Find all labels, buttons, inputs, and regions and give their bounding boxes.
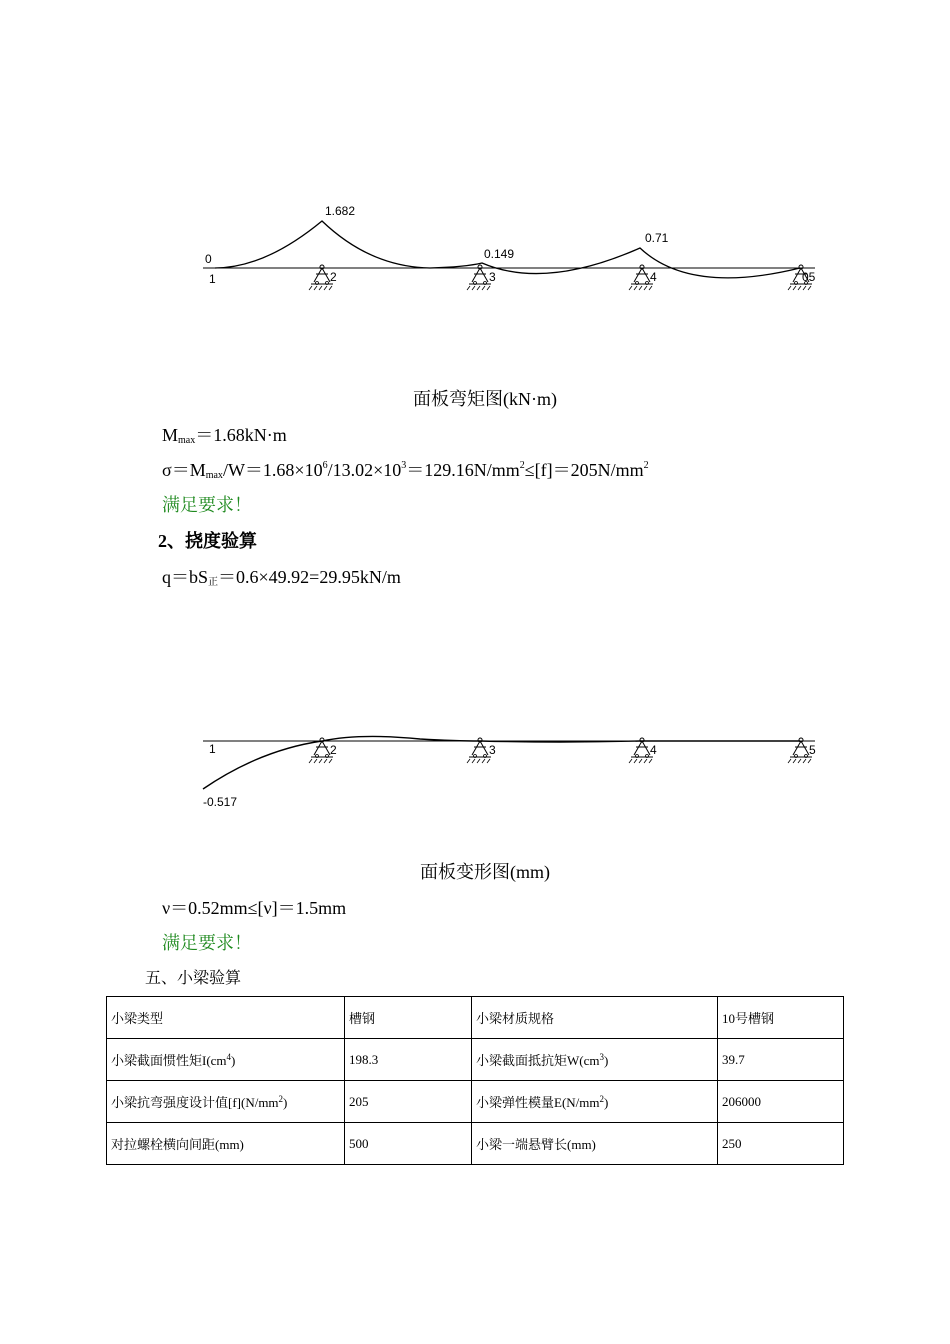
cell-text: 小梁抗弯强度设计值[f](N/mm (111, 1095, 279, 1110)
moment-label-left: 0 (205, 252, 212, 266)
sigma-sub: max (205, 470, 223, 481)
moment-label-peak2: 0.149 (484, 247, 515, 261)
sigma-mid4: ≤[f]＝205N/mm (524, 460, 644, 480)
q-rest: ＝0.6×49.92=29.95kN/m (218, 567, 401, 587)
moment-node-2: 2 (330, 270, 337, 284)
table-cell: 槽钢 (345, 997, 472, 1039)
moment-diagram (0, 195, 950, 310)
moment-caption: 面板弯矩图(kN·m) (413, 389, 557, 409)
sigma-exp1: 6 (322, 460, 328, 471)
mmax-symbol: M (162, 425, 179, 445)
q-line (162, 563, 401, 589)
mmax-line (162, 421, 287, 447)
moment-label-peak1: 1.682 (325, 204, 356, 218)
moment-node-3: 3 (489, 270, 496, 284)
cell-sup: 3 (599, 1052, 604, 1062)
table-cell: 206000 (718, 1081, 844, 1123)
cell-text-end: ) (603, 1053, 609, 1068)
ok-text-1: 满足要求！ (162, 495, 252, 515)
sigma-mid2: /13.02×10 (327, 460, 402, 480)
ok-text-2: 满足要求！ (162, 933, 252, 953)
table-cell: 小梁材质规格 (472, 997, 718, 1039)
cell-text: 小梁截面惯性矩I(cm (111, 1053, 227, 1068)
table-cell: 10号槽钢 (718, 997, 844, 1039)
sigma-exp3: 2 (519, 460, 525, 471)
table-cell: 198.3 (345, 1039, 472, 1081)
cell-sup: 2 (278, 1094, 284, 1104)
moment-node-4: 4 (650, 270, 657, 284)
beam-properties-table (106, 996, 844, 1165)
cell-sup: 2 (599, 1094, 604, 1104)
cell-text-end: ) (604, 1095, 609, 1110)
table-cell: 39.7 (718, 1039, 844, 1081)
def-node-2: 2 (330, 743, 337, 757)
sigma-line (162, 456, 649, 482)
sigma-prefix: σ＝M (162, 460, 206, 480)
cell-text: 小梁截面抵抗矩W(cm (476, 1053, 600, 1068)
nu-line: ν＝0.52mm≤[ν]＝1.5mm (162, 898, 347, 918)
def-node-5: 5 (809, 743, 816, 757)
def-node-4: 4 (650, 743, 657, 757)
def-min-label: -0.517 (203, 795, 238, 809)
sigma-mid1: /W＝1.68×10 (222, 460, 323, 480)
table-cell (472, 1081, 718, 1123)
sigma-exp4: 2 (643, 460, 649, 471)
def-node-3: 3 (489, 743, 496, 757)
cell-text-end: ) (231, 1053, 236, 1068)
deflection-heading: 2、挠度验算 (158, 531, 257, 551)
table-cell: 500 (345, 1123, 472, 1165)
table-row (107, 1039, 844, 1081)
table-cell (472, 1039, 718, 1081)
table-cell (107, 1039, 345, 1081)
moment-label-peak3: 0.71 (645, 231, 669, 245)
table-row (107, 1081, 844, 1123)
def-node-1: 1 (209, 742, 216, 756)
cell-text: 小梁弹性模量E(N/mm (476, 1095, 600, 1110)
moment-node-1: 1 (209, 272, 216, 286)
deformation-curve (203, 736, 800, 789)
moment-diagram-svg (0, 195, 950, 310)
q-prefix: q＝bS (162, 567, 209, 587)
table-cell (107, 1081, 345, 1123)
deformation-diagram-svg (0, 725, 950, 815)
mmax-value: ＝1.68kN·m (195, 425, 287, 445)
section5-heading: 五、小梁验算 (145, 970, 242, 987)
table-cell: 205 (345, 1081, 472, 1123)
sigma-mid3: ＝129.16N/mm (406, 460, 520, 480)
support-3 (467, 265, 491, 290)
table-row (107, 997, 844, 1039)
table-cell: 小梁类型 (107, 997, 345, 1039)
table-cell: 250 (718, 1123, 844, 1165)
deformation-diagram (0, 725, 950, 815)
table-cell: 对拉螺栓横向间距(mm) (107, 1123, 345, 1165)
cell-sup: 4 (226, 1052, 232, 1062)
table-row (107, 1123, 844, 1165)
sigma-exp2: 3 (401, 460, 407, 471)
mmax-sub: max (178, 435, 196, 446)
q-sub: 正 (208, 577, 219, 588)
deformation-caption: 面板变形图(mm) (420, 862, 550, 882)
cell-text-end: ) (283, 1095, 288, 1110)
moment-node-5: 05 (802, 270, 816, 284)
table-cell: 小梁一端悬臂长(mm) (472, 1123, 718, 1165)
